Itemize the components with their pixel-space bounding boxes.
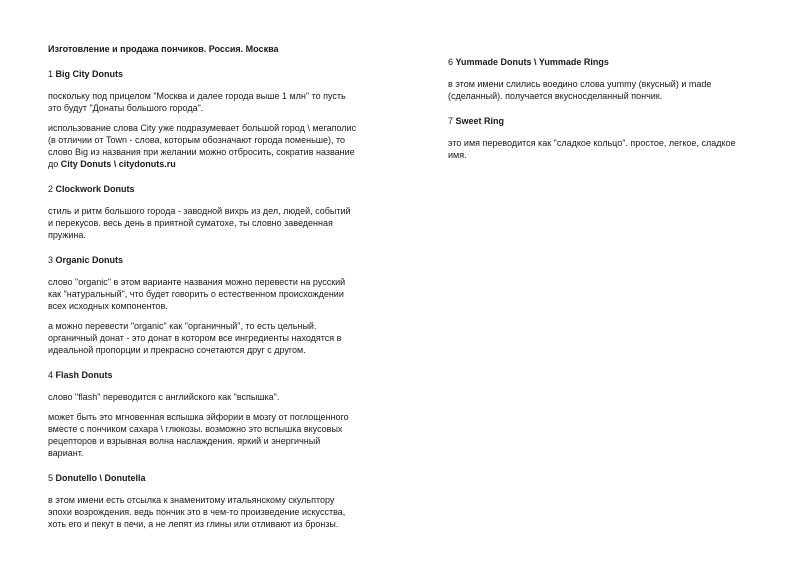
paragraph xyxy=(48,205,358,241)
paragraph-text: это имя переводится как "сладкое кольцо". простое, легкое, сладкое имя. xyxy=(448,138,736,160)
section-heading xyxy=(448,115,756,127)
paragraph-text: а можно перевести "organic" как "органичный", то есть цельный. органичный донат - это донат в котором все ингредиенты находятся в идеальной пропорции и прекрасно сочетаются друг с другом. xyxy=(48,321,342,355)
section-6-yummade-donuts xyxy=(448,56,756,102)
paragraph-bold-text: City Donuts \ citydonuts.ru xyxy=(60,159,176,169)
paragraph xyxy=(48,122,358,170)
section-number: 6 xyxy=(448,57,454,67)
left-column xyxy=(48,43,358,538)
document-title: Изготовление и продажа пончиков. Россия. Москва xyxy=(48,44,279,54)
section-heading xyxy=(48,254,358,266)
section-number: 7 xyxy=(448,116,454,126)
section-number: 1 xyxy=(48,69,54,79)
paragraph xyxy=(448,137,756,161)
paragraph xyxy=(48,411,358,459)
paragraph-text: стиль и ритм большого города - заводной вихрь из дел, людей, событий и перекусов. весь день в приятной суматохе, ты словно заведенная пружина. xyxy=(48,206,351,240)
section-4-flash-donuts xyxy=(48,369,358,459)
section-name: Donutello \ Donutella xyxy=(55,473,146,483)
paragraph xyxy=(48,320,358,356)
section-number: 4 xyxy=(48,370,54,380)
section-name: Clockwork Donuts xyxy=(55,184,135,194)
paragraph xyxy=(48,494,358,530)
section-name: Organic Donuts xyxy=(55,255,124,265)
section-3-organic-donuts xyxy=(48,254,358,356)
section-heading xyxy=(48,472,358,484)
section-name: Big City Donuts xyxy=(55,69,124,79)
paragraph-text: может быть это мгновенная вспышка эйфории в мозгу от поглощенного вместе с пончиком сахара \ глюкозы. возможно это вспышка вкусовых рецепторов и взрывная волна наслаждения. яркий и энергичный вариант. xyxy=(48,412,349,458)
section-number: 2 xyxy=(48,184,54,194)
section-heading xyxy=(48,68,358,80)
paragraph xyxy=(48,391,358,403)
section-heading xyxy=(448,56,756,68)
section-2-clockwork-donuts xyxy=(48,183,358,241)
paragraph-text: в этом имени есть отсылка к знаменитому итальянскому скульптору эпохи возрождения. ведь пончик это в чем-то произведение искусства, хоть его и пекут в печи, а не лепят из глины или отливают из бронзы. xyxy=(48,495,346,529)
paragraph-text: использование слова City уже подразумевает большой город \ мегаполис (в отличии от Town - слова, которым обозначают города поменьше), то слово Big из названия при желании можно отбросить, сократив название до xyxy=(48,123,357,169)
section-name: Yummade Donuts \ Yummade Rings xyxy=(455,57,609,67)
paragraph xyxy=(448,78,756,102)
paragraph-text: слово "flash" переводится с английского как "вспышка". xyxy=(48,392,280,402)
section-1-big-city-donuts xyxy=(48,68,358,170)
paragraph xyxy=(48,90,358,114)
section-5-donutello xyxy=(48,472,358,530)
section-number: 3 xyxy=(48,255,54,265)
right-column xyxy=(448,43,756,169)
paragraph-text: в этом имени слились воедино слова yummy (вкусный) и made (сделанный). получается вкусносделанный пончик. xyxy=(448,79,712,101)
section-name: Sweet Ring xyxy=(455,116,505,126)
section-heading xyxy=(48,369,358,381)
paragraph xyxy=(48,276,358,312)
paragraph-text: слово "organic" в этом варианте названия можно перевести на русский как "натуральный", что будет говорить о естественном происхождении всех исходных компонентов. xyxy=(48,277,346,311)
section-number: 5 xyxy=(48,473,54,483)
section-7-sweet-ring xyxy=(448,115,756,161)
section-name: Flash Donuts xyxy=(55,370,113,380)
section-heading xyxy=(48,183,358,195)
paragraph-text: поскольку под прицелом "Москва и далее города выше 1 млн" то пусть это будут "Донаты большого города". xyxy=(48,91,346,113)
